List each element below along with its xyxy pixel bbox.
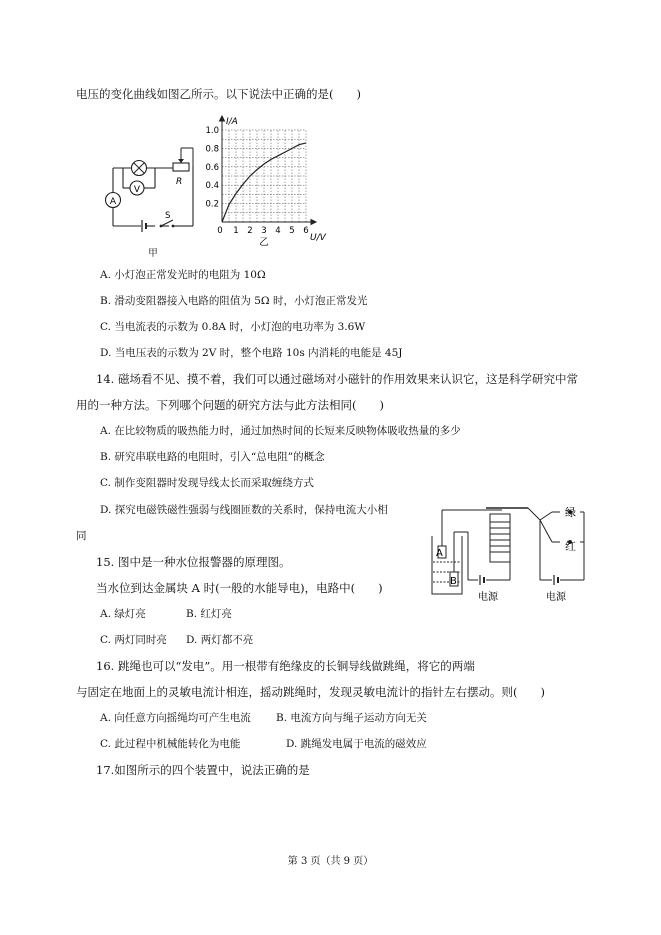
q14-option-b: B. 研究串联电路的电阻时，引入“总电阻”的概念 [100,451,325,463]
x-tick-label: 6 [303,226,309,236]
y-tick-label: 0.4 [205,181,219,192]
x-axis-label: U/V [310,233,326,243]
y-axis-label: I/A [226,117,238,127]
y-tick-label: 0.8 [205,144,219,155]
y-tick-label: 1.0 [205,126,219,136]
q14-stem-line1: 14. 磁场看不见、摸不着，我们可以通过磁场对小磁针的作用效果来认识它，这是科学研究中常 [96,372,578,386]
q15-stem-line1: 15. 图中是一种水位报警器的原理图。 [96,555,291,569]
q16-option-d: D. 跳绳发电属于电流的磁效应 [286,738,427,750]
q15-option-d: D. 两灯都不亮 [186,634,254,646]
power-source-2-label: 电源 [546,592,566,603]
q14-option-c: C. 制作变阻器时发现导线太长而采取缠绕方式 [100,477,314,489]
q15-stem-line2: 当水位到达金属块 A 时(一般的水能导电)，电路中( ) [96,581,383,595]
circuit-diagram-jia [95,130,205,264]
q14-option-d: D. 探究电磁铁磁性强弱与线圈匝数的关系时，保持电流大小相 [100,504,388,516]
iu-chart-yi [200,110,350,264]
metal-a-label: A [436,548,443,559]
y-tick-label: 0.6 [205,162,219,173]
x-tick-label: 4 [275,226,281,236]
metal-b-label: B [450,576,457,587]
switch-symbol [160,211,185,227]
y-axis-arrow [220,116,225,121]
x-tick-label: 1 [233,226,239,236]
red-lamp-label: 红 [565,540,576,553]
ammeter-symbol [106,193,121,208]
q13-option-d: D. 当电压表的示数为 2V 时，整个电路 10s 内消耗的电能是 45J [100,347,403,359]
x-axis-arrow [311,220,316,225]
q14-stem-line2: 用的一种方法。下列哪个问题的研究方法与此方法相同( ) [76,398,384,412]
question-13-stem-tail: 电压的变化曲线如图乙所示。以下说法中正确的是( ) [76,87,361,101]
resistor-label: R [176,177,183,187]
figure-yi-caption: 乙 [259,237,269,248]
power-source-1-label: 电源 [478,592,498,603]
y-tick-label: 0.2 [205,199,219,210]
voltmeter-symbol [130,181,144,195]
q14-option-a: A. 在比较物质的吸热能力时，通过加热时间的长短来反映物体吸收热量的多少 [100,425,461,437]
green-lamp-label: 绿 [565,506,576,519]
switch-label: S [165,211,171,221]
x-tick-label: 0 [217,226,223,236]
lamp-symbol [132,161,147,176]
x-tick-label: 5 [289,226,295,236]
page-footer: 第 3 页（共 9 页） [287,856,374,867]
q16-option-b: B. 电流方向与绳子运动方向无关 [276,712,427,724]
battery-symbol [142,220,146,232]
q16-option-c: C. 此过程中机械能转化为电能 [100,738,241,750]
q16-option-a: A. 向任意方向摇绳均可产生电流 [100,712,251,724]
q14-option-d-tail: 同 [76,530,87,542]
q15-option-b: B. 红灯亮 [186,608,232,620]
ammeter-label: A [109,197,117,207]
rheostat-symbol [173,148,193,187]
voltmeter-label: V [133,185,141,195]
figure-jia-caption: 甲 [148,248,158,259]
x-tick-label: 2 [247,226,253,236]
q13-option-b: B. 滑动变阻器接入电路的阻值为 5Ω 时，小灯泡正常发光 [100,295,368,307]
q13-option-c: C. 当电流表的示数为 0.8A 时，小灯泡的电功率为 3.6W [100,321,366,333]
q17-stem: 17.如图所示的四个装置中，说法正确的是 [96,763,310,777]
q15-option-c: C. 两灯同时亮 [100,634,167,646]
water-level-alarm-diagram [428,502,588,608]
q13-option-a: A. 小灯泡正常发光时的电阻为 10Ω [100,269,266,281]
q16-stem-line1: 16. 跳绳也可以“发电”。用一根带有绝缘皮的长铜导线做跳绳，将它的两端 [96,659,475,673]
q15-option-a: A. 绿灯亮 [100,608,146,620]
x-tick-label: 3 [261,226,267,236]
q16-stem-line2: 与固定在地面上的灵敏电流计相连，摇动跳绳时，发现灵敏电流计的指针左右摆动。则( ) [76,685,545,699]
